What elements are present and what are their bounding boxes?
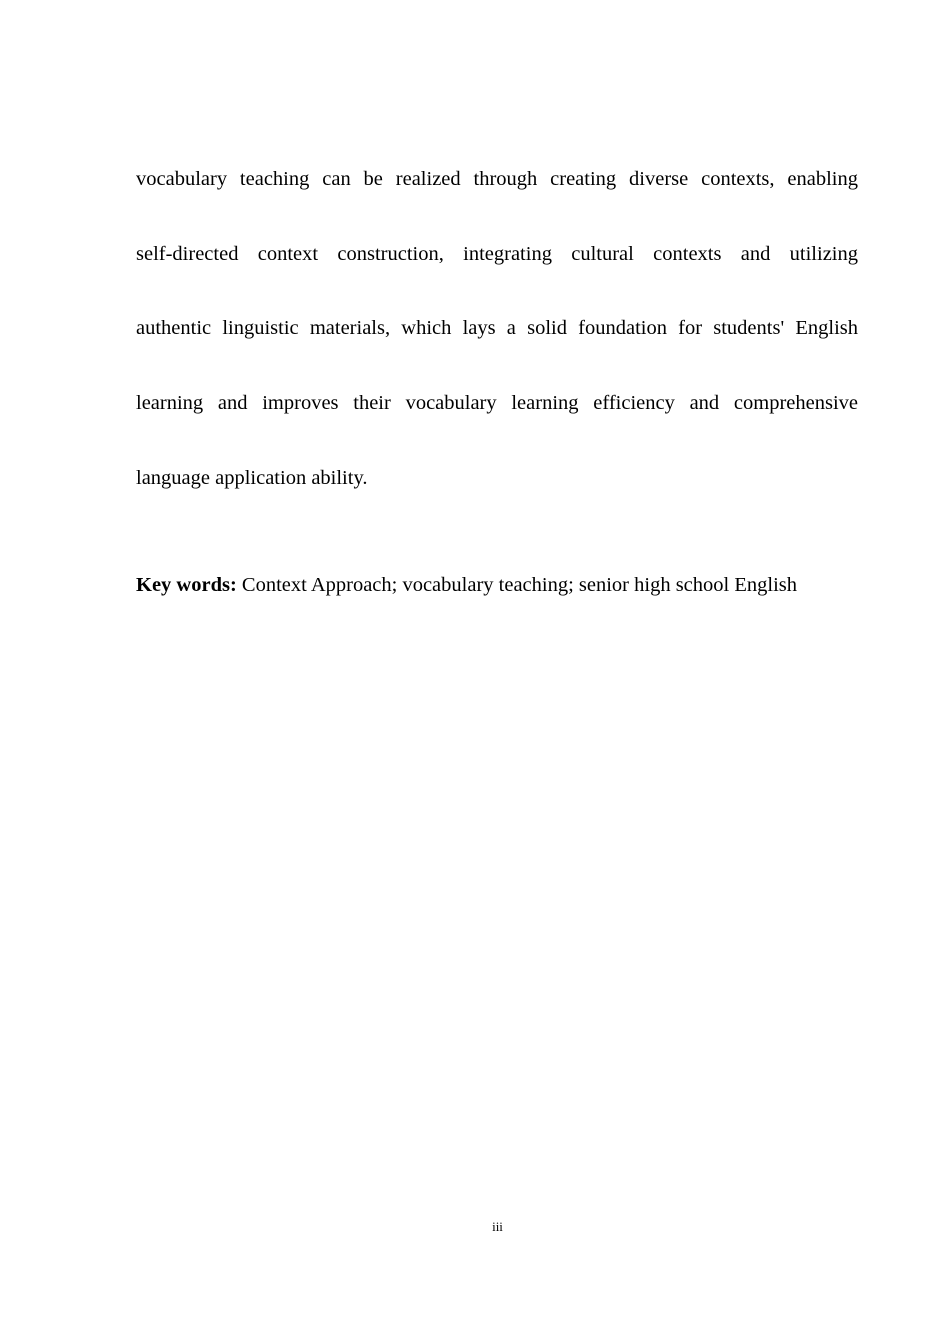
keywords-text: Context Approach; vocabulary teaching; senior high school English bbox=[236, 574, 797, 596]
paragraph-line: authentic linguistic materials, which lays a solid foundation for students' English bbox=[136, 317, 858, 340]
paragraph-line: language application ability. bbox=[136, 466, 368, 489]
keywords-line bbox=[136, 571, 876, 599]
paragraph-line: self-directed context construction, integrating cultural contexts and utilizing bbox=[136, 242, 858, 265]
paragraph-line: learning and improves their vocabulary learning efficiency and comprehensive bbox=[136, 392, 858, 415]
page-number: iii bbox=[492, 1219, 503, 1234]
abstract-paragraph bbox=[136, 142, 858, 515]
paragraph-line: vocabulary teaching can be realized through creating diverse contexts, enabling bbox=[136, 168, 858, 190]
keywords-label: Key words: bbox=[136, 574, 237, 596]
